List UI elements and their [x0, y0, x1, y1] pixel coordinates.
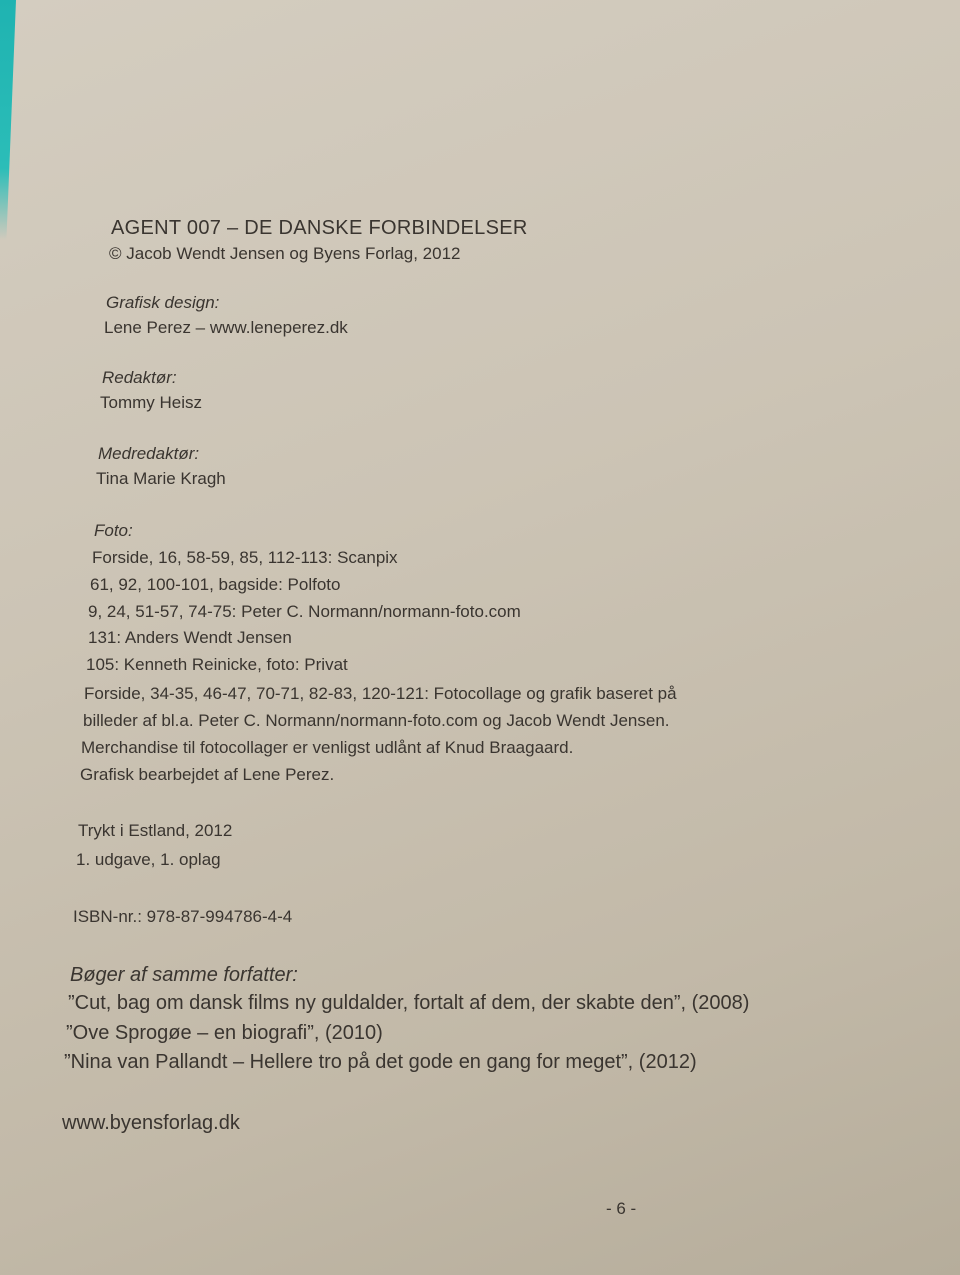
- isbn-line: ISBN-nr.: 978-87-994786-4-4: [73, 907, 293, 926]
- design-label: Grafisk design:: [106, 293, 220, 312]
- book-item: ”Ove Sprogøe – en biografi”, (2010): [66, 1022, 383, 1044]
- photo-credit-line: 61, 92, 100-101, bagside: Polfoto: [90, 575, 341, 594]
- photo-credit-line: Forside, 16, 58-59, 85, 112-113: Scanpix: [92, 548, 398, 567]
- books-label: Bøger af samme forfatter:: [70, 964, 298, 986]
- photo-credit-line: 105: Kenneth Reinicke, foto: Privat: [86, 655, 348, 674]
- edition-line: 1. udgave, 1. oplag: [76, 850, 221, 869]
- book-item: ”Cut, bag om dansk films ny guldalder, fortalt af dem, der skabte den”, (2008): [68, 992, 750, 1014]
- page-number: - 6 -: [606, 1199, 637, 1218]
- editor-label: Redaktør:: [102, 368, 177, 387]
- book-title: AGENT 007 – DE DANSKE FORBINDELSER: [111, 217, 528, 239]
- coeditor-label: Medredaktør:: [98, 444, 200, 463]
- photo-credit-line: 131: Anders Wendt Jensen: [88, 628, 292, 647]
- photo-credit-line: Forside, 34-35, 46-47, 70-71, 82-83, 120-121: Fotocollage og grafik baseret på: [84, 684, 677, 703]
- photo-credit-line: billeder af bl.a. Peter C. Normann/normann-foto.com og Jacob Wendt Jensen.: [83, 711, 670, 730]
- design-value: Lene Perez – www.leneperez.dk: [104, 318, 348, 337]
- publisher-website: www.byensforlag.dk: [62, 1112, 240, 1134]
- photo-credit-line: Merchandise til fotocollager er venligst udlånt af Knud Braagaard.: [81, 738, 574, 757]
- coeditor-value: Tina Marie Kragh: [96, 469, 226, 488]
- editor-value: Tommy Heisz: [100, 393, 203, 412]
- photo-credit-line: 9, 24, 51-57, 74-75: Peter C. Normann/normann-foto.com: [88, 602, 521, 621]
- photo-credit-line: Grafisk bearbejdet af Lene Perez.: [80, 765, 335, 784]
- book-item: ”Nina van Pallandt – Hellere tro på det gode en gang for meget”, (2012): [64, 1051, 697, 1073]
- printed-line: Trykt i Estland, 2012: [78, 821, 233, 840]
- photo-label: Foto:: [94, 521, 133, 540]
- copyright-line: © Jacob Wendt Jensen og Byens Forlag, 2012: [109, 244, 461, 263]
